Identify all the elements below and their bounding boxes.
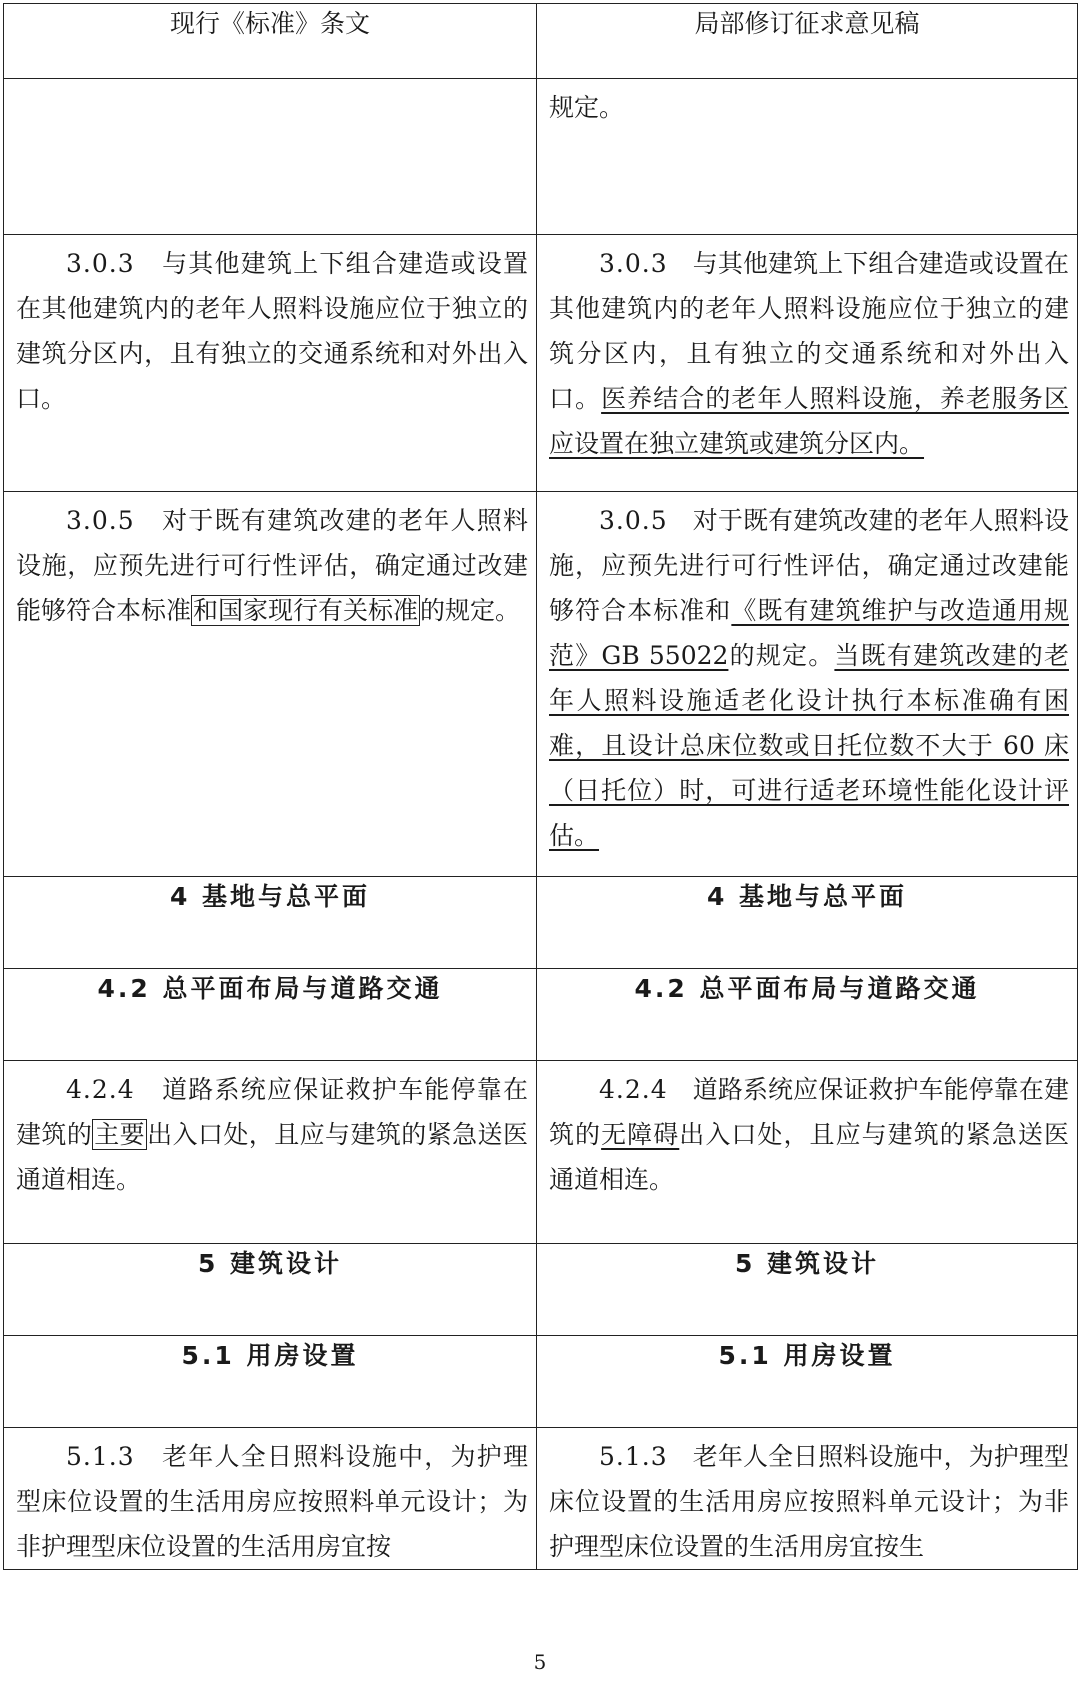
added-text: 当既有建筑改建的老年人照料设施适老化设计执行本标准确有困难，且设计总床位数或日托位数不大于 60 床（日托位）时，可进行适老环境性能化设计评估。 bbox=[549, 641, 1069, 850]
clause-text: 道路系统应保证救护车能停靠在建筑的 bbox=[16, 1075, 528, 1149]
clause-4-2-4-current bbox=[4, 1061, 536, 1202]
subsection-heading: 5.1 用房设置 bbox=[537, 1336, 1078, 1428]
clause-number: 3.0.3 bbox=[66, 249, 135, 278]
clause-text: 与其他建筑上下组合建造或设置在其他建筑内的老年人照料设施应位于独立的建筑分区内，且有独立的交通系统和对外出入口。 bbox=[549, 249, 1069, 413]
section-heading: 4 基地与总平面 bbox=[537, 877, 1078, 969]
comparison-table bbox=[3, 3, 1078, 1570]
clause-number: 5.1.3 bbox=[599, 1442, 668, 1471]
clause-text: 与其他建筑上下组合建造或设置在其他建筑内的老年人照料设施应位于独立的建筑分区内，且有独立的交通系统和对外出入口。 bbox=[16, 249, 528, 413]
clause-text: 对于既有建筑改建的老年人照料设施，应预先进行可行性评估，确定通过改建能够符合本标准和 bbox=[549, 506, 1069, 625]
cell-left bbox=[4, 1428, 537, 1570]
added-text: 医养结合的老年人照料设施，养老服务区应设置在独立建筑或建筑分区内。 bbox=[549, 384, 1069, 458]
table-row bbox=[4, 1428, 1078, 1570]
clause-text-end: 的规定。 bbox=[420, 596, 521, 625]
subsection-heading: 4.2 总平面布局与道路交通 bbox=[537, 969, 1078, 1061]
cell-left bbox=[4, 79, 537, 235]
clause-number: 3.0.5 bbox=[599, 506, 668, 535]
clause-text-end: 出入口处，且应与建筑的紧急送医通道相连。 bbox=[16, 1120, 528, 1194]
clause-text-end: 出入口处，且应与建筑的紧急送医通道相连。 bbox=[549, 1120, 1069, 1194]
clause-3-0-5-current bbox=[4, 492, 536, 633]
added-text: 《既有建筑维护与改造通用规范》GB 55022 bbox=[549, 596, 1069, 670]
continued-text: 规定。 bbox=[549, 93, 625, 122]
cell-right bbox=[537, 235, 1078, 492]
clause-number: 4.2.4 bbox=[66, 1075, 135, 1104]
table-row bbox=[4, 1061, 1078, 1244]
cell-right bbox=[537, 1061, 1078, 1244]
clause-number: 4.2.4 bbox=[599, 1075, 668, 1104]
cell-left bbox=[4, 1061, 537, 1244]
deleted-text-box: 和国家现行有关标准 bbox=[193, 596, 419, 625]
deleted-text-box: 主要 bbox=[94, 1120, 146, 1149]
header-current-standard: 现行《标准》条文 bbox=[4, 4, 537, 79]
clause-3-0-3-draft bbox=[537, 235, 1077, 466]
section-heading: 4 基地与总平面 bbox=[4, 877, 537, 969]
cell-right bbox=[537, 79, 1078, 235]
subsection-heading: 5.1 用房设置 bbox=[4, 1336, 537, 1428]
section-row bbox=[4, 877, 1078, 969]
cell-left bbox=[4, 492, 537, 877]
page-number: 5 bbox=[533, 1650, 547, 1674]
clause-number: 3.0.3 bbox=[599, 249, 668, 278]
table-row bbox=[4, 79, 1078, 235]
subsection-heading: 4.2 总平面布局与道路交通 bbox=[4, 969, 537, 1061]
clause-text: 道路系统应保证救护车能停靠在建筑的 bbox=[549, 1075, 1069, 1149]
section-heading: 5 建筑设计 bbox=[4, 1244, 537, 1336]
header-revision-draft: 局部修订征求意见稿 bbox=[537, 4, 1078, 79]
section-row bbox=[4, 1244, 1078, 1336]
section-heading: 5 建筑设计 bbox=[537, 1244, 1078, 1336]
clause-text: 老年人全日照料设施中，为护理型床位设置的生活用房应按照料单元设计；为非护理型床位设置的生活用房宜按 bbox=[16, 1442, 528, 1561]
cell-right bbox=[537, 492, 1078, 877]
clause-5-1-3-draft bbox=[537, 1428, 1077, 1569]
clause-4-2-4-draft bbox=[537, 1061, 1077, 1202]
clause-text-mid: 的规定。 bbox=[728, 641, 835, 670]
clause-text: 老年人全日照料设施中，为护理型床位设置的生活用房应按照料单元设计；为非护理型床位设置的生活用房宜按生 bbox=[549, 1442, 1069, 1561]
clause-text: 对于既有建筑改建的老年人照料设施，应预先进行可行性评估，确定通过改建能够符合本标准 bbox=[16, 506, 528, 625]
cell-right bbox=[537, 1428, 1078, 1570]
clause-3-0-5-draft bbox=[537, 492, 1077, 858]
table-row bbox=[4, 492, 1078, 877]
clause-3-0-3-current bbox=[4, 235, 536, 421]
section-row bbox=[4, 969, 1078, 1061]
section-row bbox=[4, 1336, 1078, 1428]
clause-5-1-3-current bbox=[4, 1428, 536, 1569]
clause-number: 5.1.3 bbox=[66, 1442, 135, 1471]
clause-number: 3.0.5 bbox=[66, 506, 135, 535]
added-text: 无障碍 bbox=[601, 1120, 680, 1149]
table-header-row bbox=[4, 4, 1078, 79]
cell-left bbox=[4, 235, 537, 492]
table-row bbox=[4, 235, 1078, 492]
